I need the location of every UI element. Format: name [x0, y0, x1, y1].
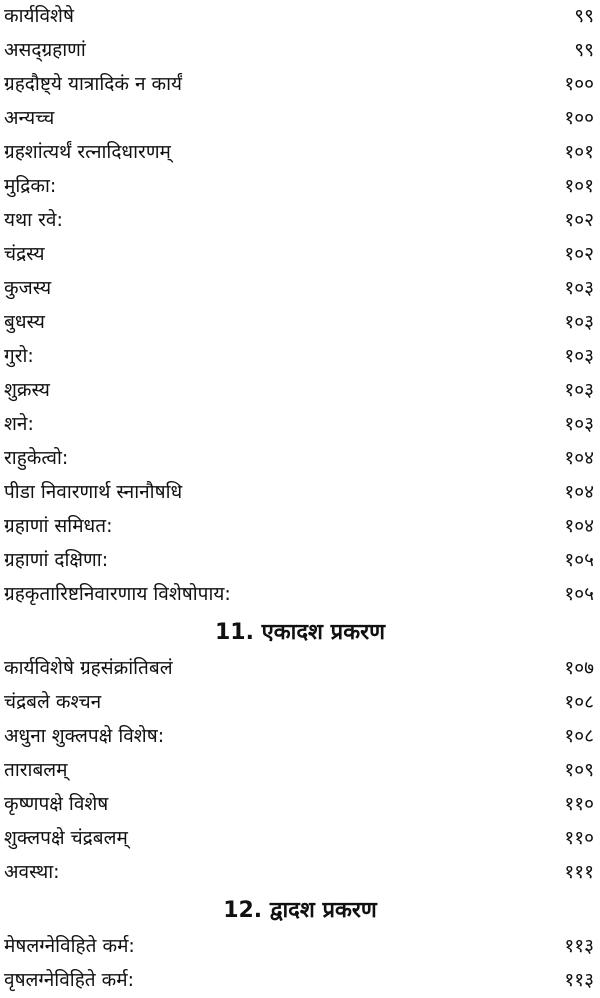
toc-entry-title: ग्रहकृतारिष्टनिवारणाय विशेषोपाय:	[4, 583, 231, 605]
toc-entry-page: १०४	[564, 515, 594, 537]
toc-entry	[0, 544, 600, 578]
toc-entry-page: १११	[564, 861, 594, 883]
toc-entry-title: शुक्रस्य	[4, 379, 50, 401]
toc-entry	[0, 754, 600, 788]
toc-entry-title: बुधस्य	[4, 311, 45, 333]
toc-entry-page: १०२	[564, 243, 594, 265]
toc-entry-page: १०३	[564, 379, 594, 401]
toc-entry	[0, 964, 600, 998]
toc-entry	[0, 340, 600, 374]
toc-entry-title: शने:	[4, 413, 34, 435]
toc-entry	[0, 476, 600, 510]
toc-entry	[0, 856, 600, 890]
toc-entry	[0, 272, 600, 306]
toc-entry-page: १०९	[564, 759, 594, 781]
toc-entry	[0, 408, 600, 442]
toc-entry-page: १०३	[564, 311, 594, 333]
toc-entry-title: शुक्लपक्षे चंद्रबलम्	[4, 827, 128, 849]
toc-entry-page: १०५	[564, 549, 594, 571]
toc-entry-title: अन्यच्च	[4, 107, 55, 129]
toc-entry	[0, 238, 600, 272]
toc-entry-page: १०३	[564, 413, 594, 435]
toc-entry-page: १०१	[564, 141, 594, 163]
toc-entry	[0, 0, 600, 34]
toc-entry-title: राहुकेत्वो:	[4, 447, 69, 469]
toc-entry-page: ११०	[564, 793, 594, 815]
toc-entry-title: ताराबलम्	[4, 759, 68, 781]
toc-entry-title: कार्यविशेषे ग्रहसंक्रांतिबलं	[4, 657, 173, 679]
toc-entry-title: कार्यविशेषे	[4, 5, 74, 27]
toc-entry	[0, 788, 600, 822]
toc-entry-title: ग्रहाणां समिधत:	[4, 515, 113, 537]
toc-entry-title: चंद्रबले कश्चन	[4, 691, 102, 713]
toc-entry-title: अवस्था:	[4, 861, 60, 883]
toc-entry-page: १०३	[564, 345, 594, 367]
toc-entry	[0, 578, 600, 612]
toc-entry	[0, 510, 600, 544]
toc-entry-page: १०८	[564, 725, 594, 747]
toc-entry	[0, 930, 600, 964]
toc-entry	[0, 102, 600, 136]
toc-entry-title: ग्रहशांत्यर्थं रत्नादिधारणम्	[4, 141, 171, 163]
toc-entry-page: १०४	[564, 447, 594, 469]
toc-entry	[0, 136, 600, 170]
toc-entry-title: ग्रहाणां दक्षिणा:	[4, 549, 109, 571]
toc-entry-page: १०१	[564, 175, 594, 197]
toc-entry-page: १०३	[564, 277, 594, 299]
toc-entry-page: ११३	[564, 969, 594, 991]
toc-entry-title: असद्ग्रहाणां	[4, 39, 86, 61]
section-heading-text: 11. एकादश प्रकरण	[214, 620, 385, 645]
toc-entry-page: १०५	[564, 583, 594, 605]
toc-entry	[0, 68, 600, 102]
toc-entry-title: ग्रहदौष्ट्ये यात्रादिकं न कार्यं	[4, 73, 183, 95]
toc-entry-title: यथा रवे:	[4, 209, 63, 231]
toc-entry-page: ९९	[574, 39, 594, 61]
section-heading	[0, 612, 600, 652]
section-heading	[0, 890, 600, 930]
toc-entry-page: १००	[564, 73, 594, 95]
toc-entry-title: गुरो:	[4, 345, 34, 367]
toc-entry	[0, 204, 600, 238]
toc-entry-title: पीडा निवारणार्थ स्नानौषधि	[4, 481, 183, 503]
toc-entry-title: वृषलग्नेविहिते कर्म:	[4, 969, 135, 991]
toc-entry-page: ११३	[564, 935, 594, 957]
toc-entry	[0, 170, 600, 204]
toc-entry-title: मुद्रिका:	[4, 175, 57, 197]
toc-entry-page: ९९	[574, 5, 594, 27]
toc-entry	[0, 34, 600, 68]
toc-entry-page: १०८	[564, 691, 594, 713]
toc-entry-title: कुजस्य	[4, 277, 52, 299]
toc-entry	[0, 720, 600, 754]
section-heading-text: 12. द्वादश प्रकरण	[223, 898, 377, 923]
toc-entry-title: चंद्रस्य	[4, 243, 45, 265]
toc-entry	[0, 442, 600, 476]
toc-entry-title: मेषलग्नेविहिते कर्म:	[4, 935, 135, 957]
toc-entry	[0, 822, 600, 856]
toc-entry-title: कृष्णपक्षे विशेष	[4, 793, 109, 815]
toc-entry	[0, 652, 600, 686]
toc-entry-title: अधुना शुक्लपक्षे विशेष:	[4, 725, 165, 747]
toc-entry	[0, 686, 600, 720]
toc-entry-page: १००	[564, 107, 594, 129]
toc-entry-page: १०२	[564, 209, 594, 231]
toc-entry	[0, 374, 600, 408]
toc-entry-page: १०७	[564, 657, 594, 679]
toc-entry	[0, 306, 600, 340]
toc-entry-page: १०४	[564, 481, 594, 503]
toc-entry-page: ११०	[564, 827, 594, 849]
